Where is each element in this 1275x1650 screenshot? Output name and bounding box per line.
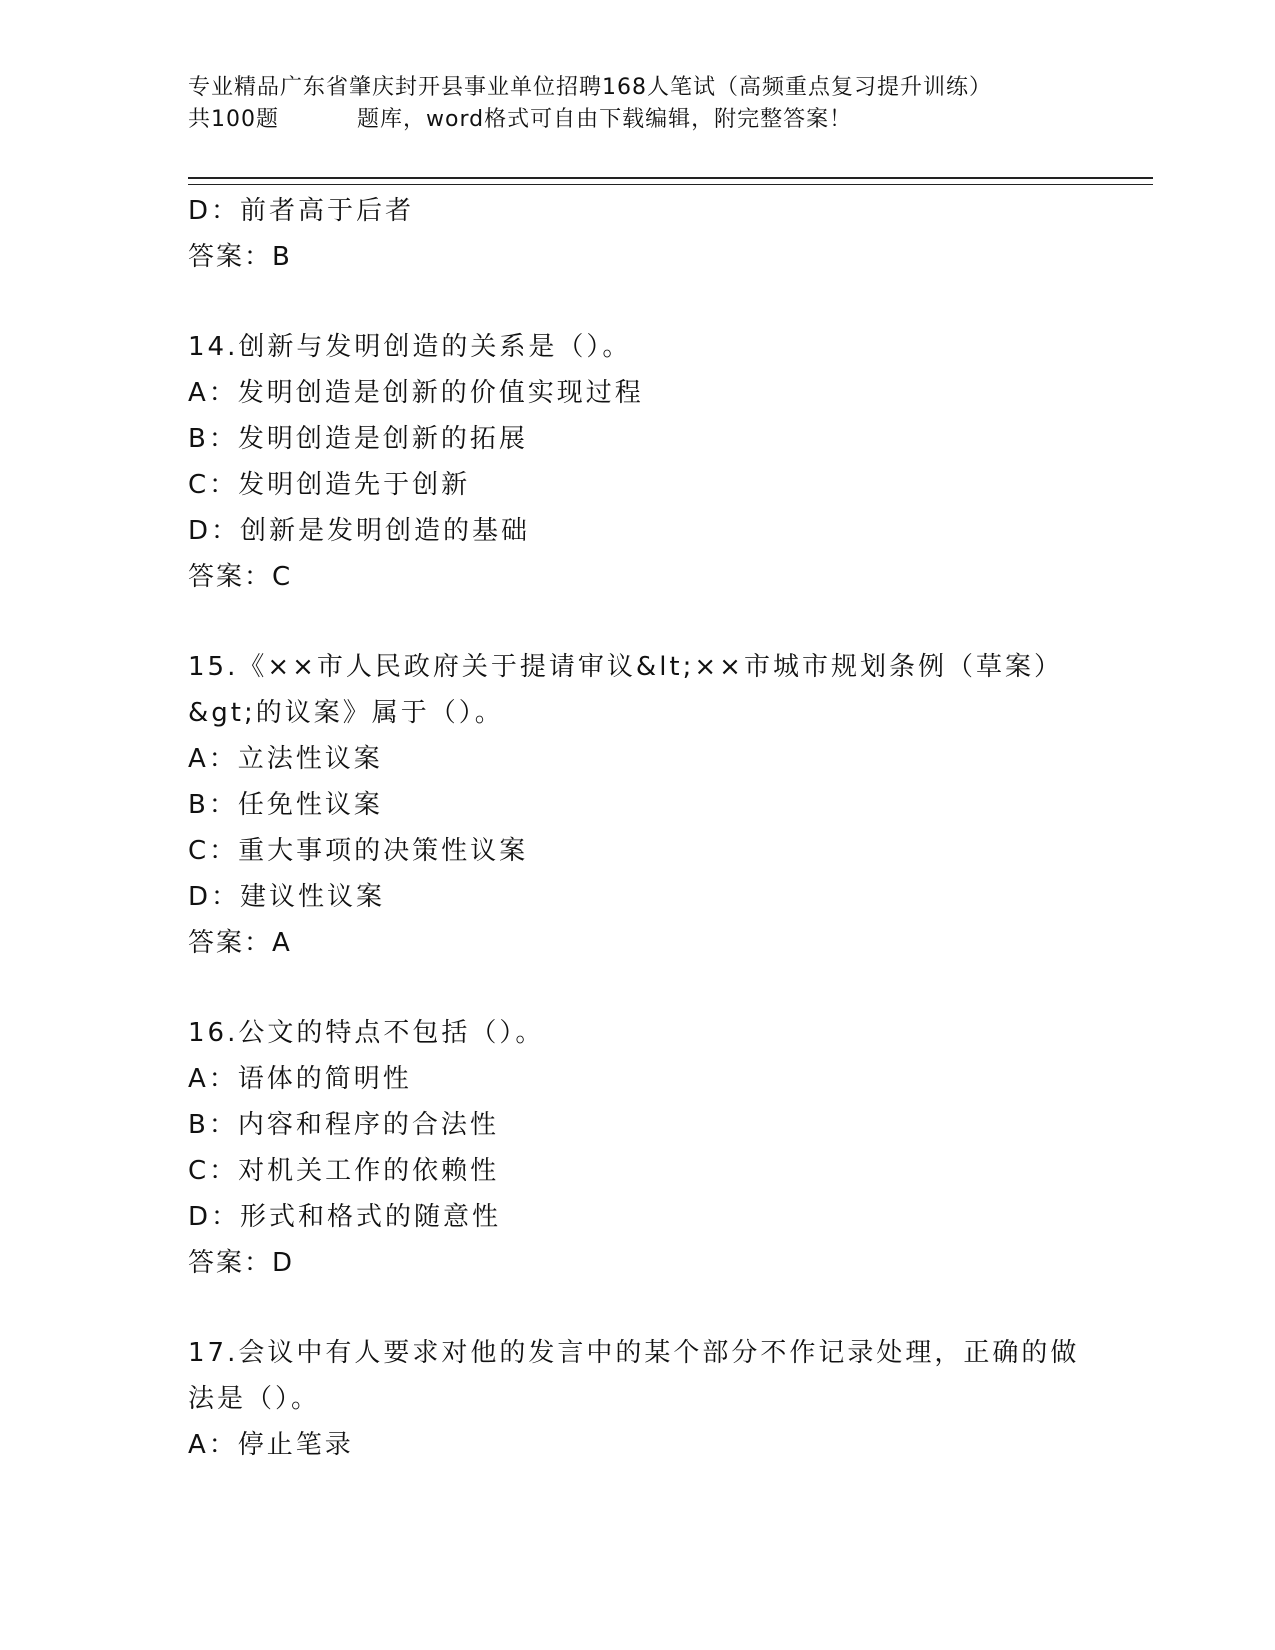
- document-header: [188, 72, 1088, 136]
- question-list: [188, 188, 1088, 1468]
- option-b: B：发明创造是创新的拓展: [188, 424, 528, 454]
- question-text: 14.创新与发明创造的关系是（）。: [188, 332, 632, 362]
- header-subtitle-line: [188, 104, 1088, 136]
- answer-line: 答案：B: [188, 242, 292, 272]
- header-download-note: 题库，word格式可自由下载编辑，附完整答案！: [357, 107, 853, 132]
- question-text-line-2: &gt;的议案》属于（）。: [188, 698, 504, 728]
- option-a: A：语体的简明性: [188, 1064, 412, 1094]
- option-b: B：内容和程序的合法性: [188, 1110, 499, 1140]
- question-block-17: [188, 1330, 1088, 1468]
- question-text-line-1: 15.《××市人民政府关于提请审议&lt;××市城市规划条例（草案）: [188, 652, 1063, 682]
- question-block-16: [188, 1010, 1088, 1286]
- option-c: C：重大事项的决策性议案: [188, 836, 529, 866]
- answer-line: 答案：A: [188, 928, 292, 958]
- option-d: D：形式和格式的随意性: [188, 1202, 502, 1232]
- option-a: A：停止笔录: [188, 1430, 354, 1460]
- header-title-line: 专业精品广东省肇庆封开县事业单位招聘168人笔试（高频重点复习提升训练）: [188, 75, 992, 100]
- option-a: A：立法性议案: [188, 744, 383, 774]
- header-divider: [188, 177, 1153, 185]
- question-block-13: [188, 188, 1088, 280]
- question-text: 16.公文的特点不包括（）。: [188, 1018, 545, 1048]
- question-text-line-1: 17.会议中有人要求对他的发言中的某个部分不作记录处理，正确的做: [188, 1338, 1080, 1368]
- question-text-line-2: 法是（）。: [188, 1384, 321, 1414]
- option-d: D：创新是发明创造的基础: [188, 516, 531, 546]
- option-b: B：任免性议案: [188, 790, 383, 820]
- option-a: A：发明创造是创新的价值实现过程: [188, 378, 644, 408]
- option-d: D：建议性议案: [188, 882, 386, 912]
- option-c: C：对机关工作的依赖性: [188, 1156, 500, 1186]
- option-c: C：发明创造先于创新: [188, 470, 471, 500]
- answer-line: 答案：C: [188, 562, 293, 592]
- header-question-count: 共100题: [188, 107, 279, 132]
- question-block-15: [188, 644, 1088, 966]
- option-d: D：前者高于后者: [188, 196, 415, 226]
- answer-line: 答案：D: [188, 1248, 295, 1278]
- question-block-14: [188, 324, 1088, 600]
